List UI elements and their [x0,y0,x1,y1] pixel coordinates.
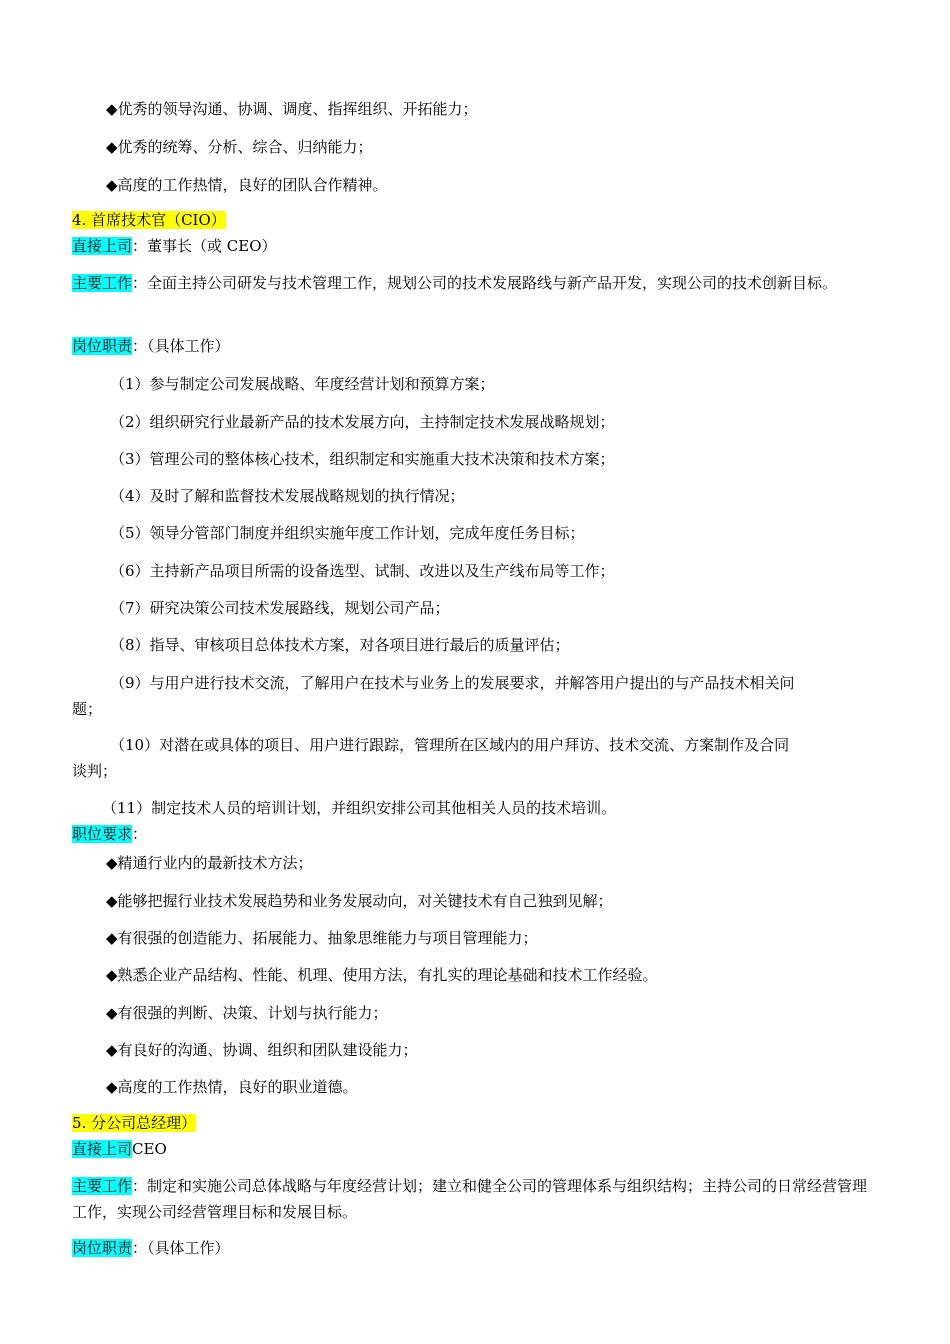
requirement-item: ◆高度的工作热情，良好的团队合作精神。 [106,176,388,194]
duty-item: （2）组织研究行业最新产品的技术发展方向，主持制定技术发展战略规划； [110,413,615,431]
requirement-item: ◆精通行业内的最新技术方法； [106,854,313,872]
section-heading [72,1113,196,1133]
section-heading [72,210,226,230]
main-work-value: ：制定和实施公司总体战略与年度经营计划；建立和健全公司的管理体系与组织结构；主持公司的日常经营管理工作，实现公司经营管理目标和发展目标。 [72,1177,868,1221]
requirements-colon: ： [132,825,148,843]
duties-line [72,336,230,356]
requirement-item: ◆有良好的沟通、协调、组织和团队建设能力； [106,1041,418,1059]
duty-item: （7）研究决策公司技术发展路线，规划公司产品； [110,599,450,617]
duty-item-continuation: 谈判； [72,762,118,780]
duties-label: 岗位职责 [72,1239,133,1257]
duties-label: 岗位职责 [72,337,133,355]
duty-item-continuation: 题； [72,700,103,718]
main-work-label: 主要工作 [72,274,133,292]
duty-item: （11）制定技术人员的培训计划，并组织安排公司其他相关人员的技术培训。 [102,799,617,817]
duty-item: （5）领导分管部门制度并组织实施年度工作计划，完成年度任务目标； [110,524,585,542]
requirement-item: ◆有很强的判断、决策、计划与执行能力； [106,1004,388,1022]
duty-item: （8）指导、审核项目总体技术方案，对各项目进行最后的质量评估； [110,636,570,654]
main-work-value: ：全面主持公司研发与技术管理工作，规划公司的技术发展路线与新产品开发，实现公司的技术创新目标。 [132,274,838,292]
requirement-item: ◆高度的工作热情，良好的职业道德。 [106,1078,358,1096]
duty-item: （4）及时了解和监督技术发展战略规划的执行情况； [110,487,465,505]
supervisor-label: 直接上司 [72,237,133,255]
main-work-paragraph [72,1173,872,1225]
duty-item: （6）主持新产品项目所需的设备选型、试制、改进以及生产线布局等工作； [110,562,615,580]
section-5-heading: 5. 分公司总经理） [72,1114,197,1132]
supervisor-value: CEO [132,1140,167,1158]
supervisor-line [72,1139,167,1159]
requirements-line [72,824,147,844]
section-4-heading: 4. 首席技术官（CIO） [72,211,226,229]
main-work-label: 主要工作 [72,1177,133,1195]
requirement-item: ◆熟悉企业产品结构、性能、机理、使用方法，有扎实的理论基础和技术工作经验。 [106,966,658,984]
duties-value: ：（具体工作） [132,1239,230,1257]
main-work-paragraph [72,270,872,296]
duties-line [72,1238,230,1258]
duty-item: （1）参与制定公司发展战略、年度经营计划和预算方案； [110,375,495,393]
supervisor-value: ：董事长（或 CEO） [132,237,277,255]
requirement-item: ◆优秀的领导沟通、协调、调度、指挥组织、开拓能力； [106,100,478,118]
requirement-item: ◆有很强的创造能力、拓展能力、抽象思维能力与项目管理能力； [106,929,538,947]
requirement-item: ◆优秀的统筹、分析、综合、归纳能力； [106,138,373,156]
duty-item: （9）与用户进行技术交流，了解用户在技术与业务上的发展要求，并解答用户提出的与产品技术相关问 [110,674,795,692]
duty-item: （3）管理公司的整体核心技术，组织制定和实施重大技术决策和技术方案； [110,450,615,468]
requirement-item: ◆能够把握行业技术发展趋势和业务发展动向，对关键技术有自己独到见解； [106,892,613,910]
requirements-label: 职位要求 [72,825,133,843]
duties-value: ：（具体工作） [132,337,230,355]
supervisor-label: 直接上司 [72,1140,133,1158]
supervisor-line [72,236,277,256]
duty-item: （10）对潜在或具体的项目、用户进行跟踪，管理所在区域内的用户拜访、技术交流、方案制作及合同 [110,736,790,754]
